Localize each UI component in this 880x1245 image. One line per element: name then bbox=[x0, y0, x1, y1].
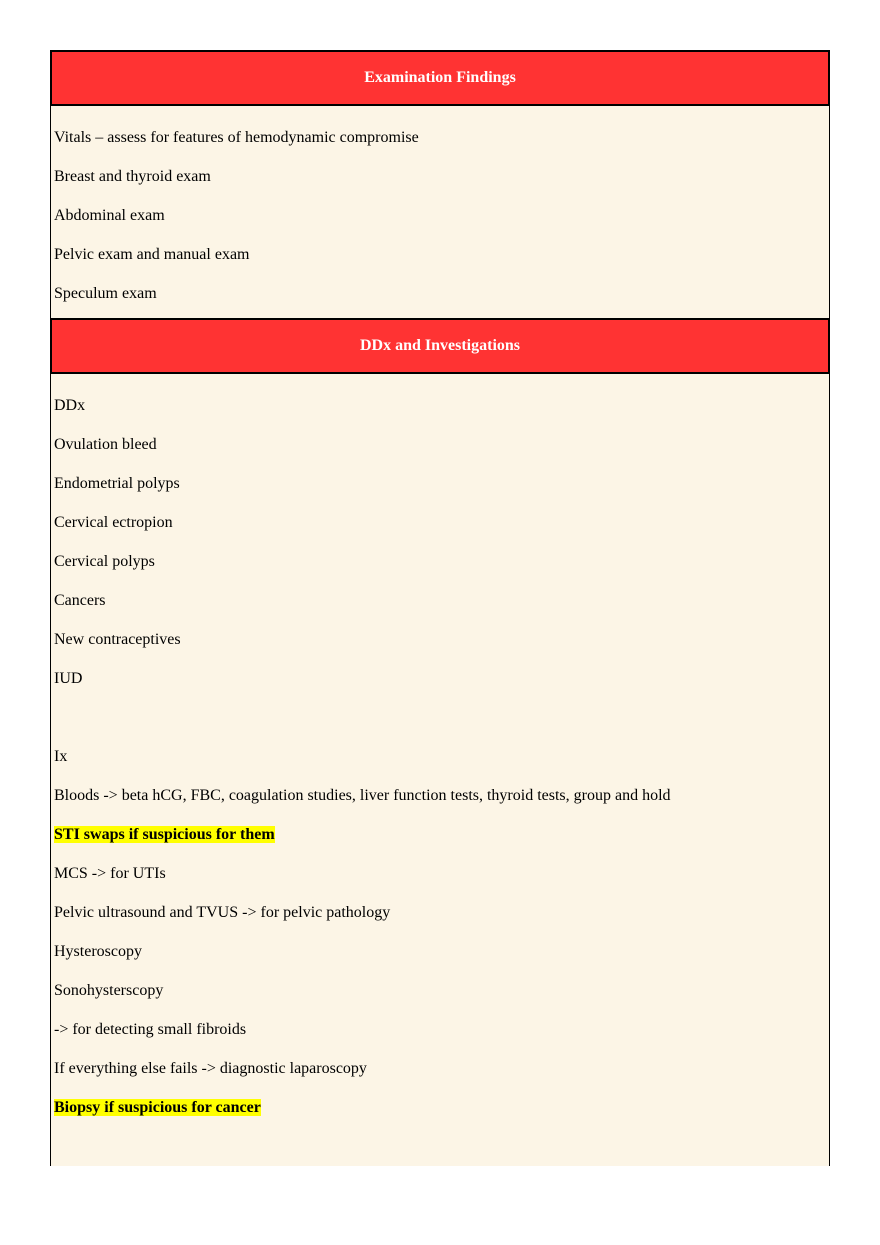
ddx-heading: DDx bbox=[54, 397, 86, 414]
ddx-item: Endometrial polyps bbox=[54, 475, 180, 492]
blank-line bbox=[51, 698, 829, 737]
ix-item: Pelvic ultrasound and TVUS -> for pelvic pathology bbox=[54, 904, 391, 921]
ddx-investigations-body bbox=[50, 374, 830, 1166]
ddx-item: New contraceptives bbox=[54, 631, 181, 648]
ix-item-highlighted bbox=[51, 815, 829, 854]
highlighted-text: STI swaps if suspicious for them bbox=[54, 826, 275, 843]
document-table bbox=[50, 50, 830, 1166]
ddx-item: IUD bbox=[54, 670, 83, 687]
ix-item: If everything else fails -> diagnostic laparoscopy bbox=[54, 1060, 367, 1077]
ix-item: MCS -> for UTIs bbox=[54, 865, 166, 882]
exam-item: Abdominal exam bbox=[54, 207, 165, 224]
ddx-item: Cervical ectropion bbox=[54, 514, 173, 531]
ix-item: -> for detecting small fibroids bbox=[54, 1021, 247, 1038]
ix-heading: Ix bbox=[54, 748, 68, 765]
ddx-investigations-header: DDx and Investigations bbox=[50, 318, 830, 374]
examination-findings-body bbox=[50, 106, 830, 318]
ddx-item: Cancers bbox=[54, 592, 106, 609]
ix-item: Sonohysterscopy bbox=[54, 982, 164, 999]
examination-findings-header: Examination Findings bbox=[50, 50, 830, 106]
exam-item: Vitals – assess for features of hemodynamic compromise bbox=[54, 129, 419, 146]
highlighted-text: Biopsy if suspicious for cancer bbox=[54, 1099, 261, 1116]
exam-item: Pelvic exam and manual exam bbox=[54, 246, 250, 263]
ix-item-highlighted bbox=[51, 1088, 829, 1127]
exam-item: Speculum exam bbox=[54, 285, 157, 302]
ix-item: Bloods -> beta hCG, FBC, coagulation studies, liver function tests, thyroid tests, group and hold bbox=[54, 787, 671, 804]
ddx-item: Ovulation bleed bbox=[54, 436, 157, 453]
exam-item: Breast and thyroid exam bbox=[54, 168, 211, 185]
ddx-item: Cervical polyps bbox=[54, 553, 155, 570]
ix-item: Hysteroscopy bbox=[54, 943, 142, 960]
